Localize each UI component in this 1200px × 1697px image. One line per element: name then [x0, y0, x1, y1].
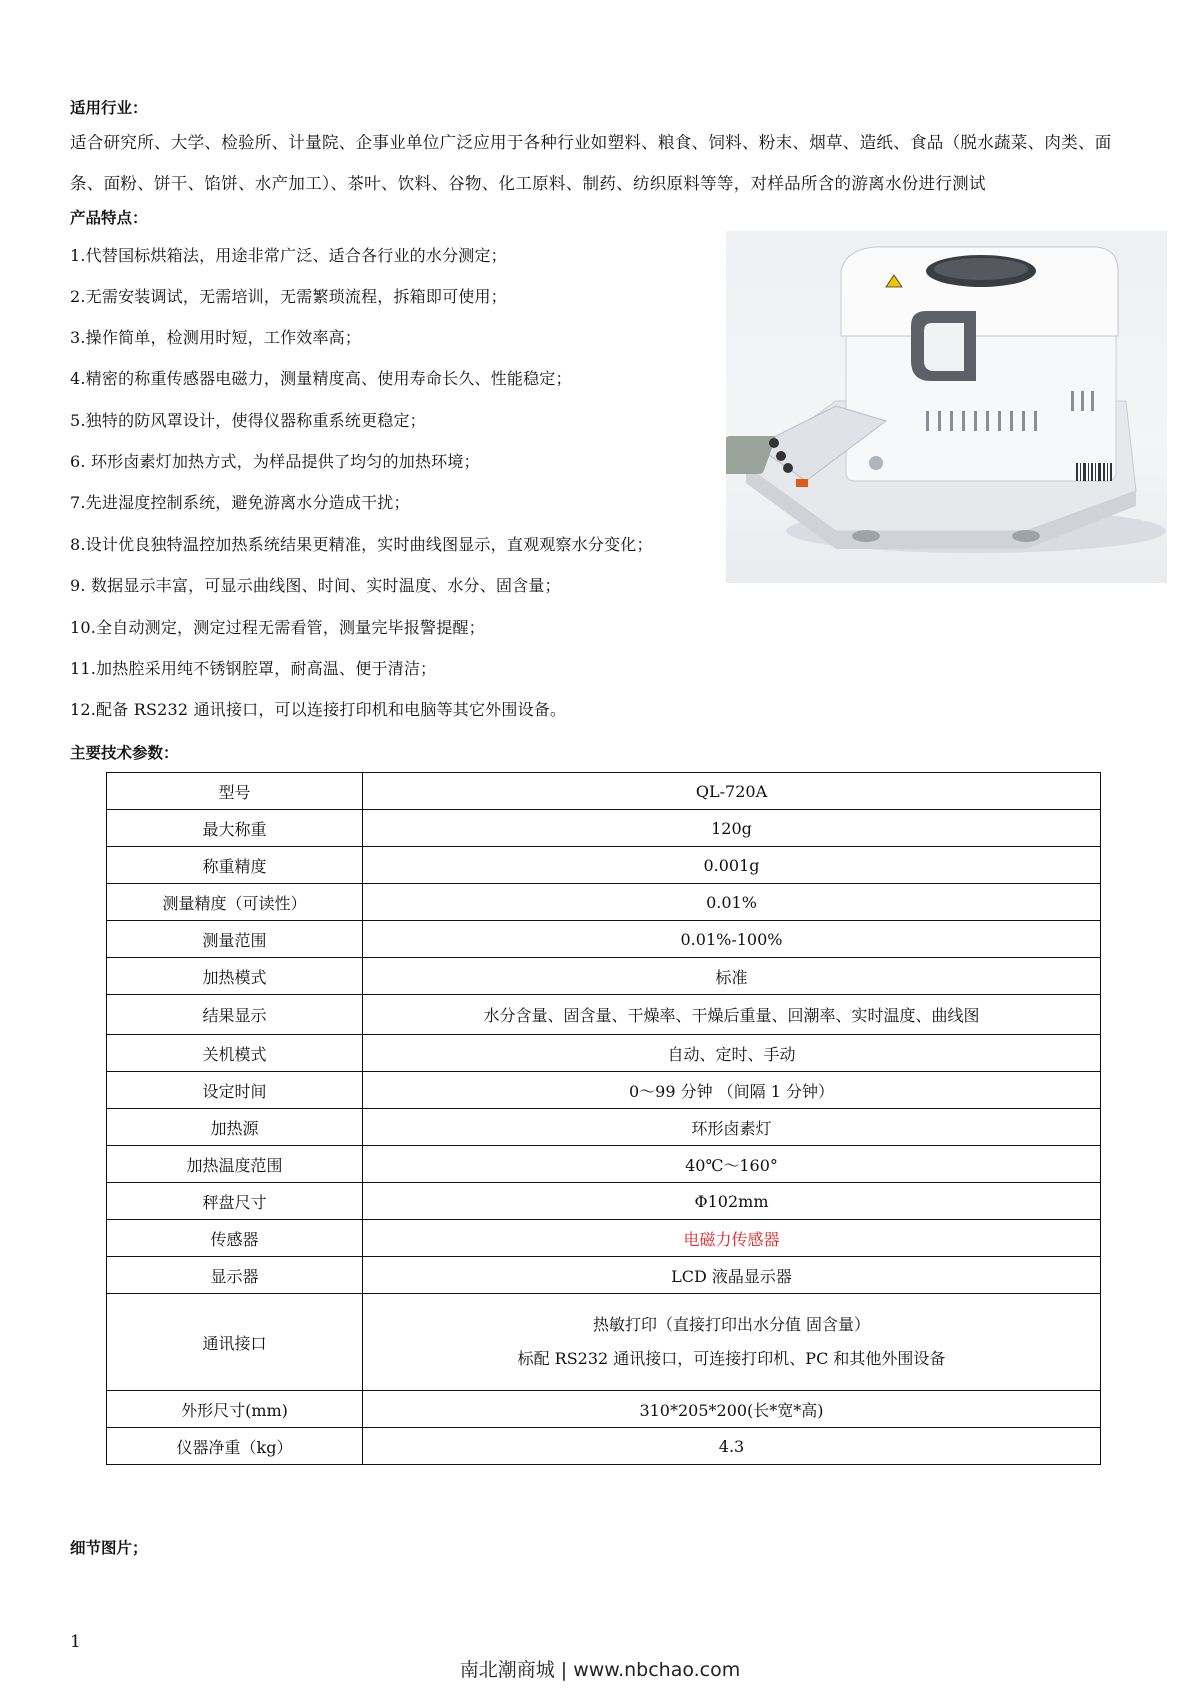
spec-value: 4.3 [363, 1428, 1101, 1465]
spec-label: 加热温度范围 [107, 1146, 363, 1183]
spec-value: 0～99 分钟 （间隔 1 分钟） [363, 1072, 1101, 1109]
table-row [107, 1183, 1101, 1220]
spec-value: 水分含量、固含量、干燥率、干燥后重量、回潮率、实时温度、曲线图 [363, 995, 1101, 1035]
spec-value-multiline [363, 1294, 1101, 1391]
spec-label: 传感器 [107, 1220, 363, 1257]
spec-value: 120g [363, 810, 1101, 847]
feature-item: 10.全自动测定，测定过程无需看管，测量完毕报警提醒； [70, 618, 485, 637]
spec-label: 型号 [107, 773, 363, 810]
spec-label: 结果显示 [107, 995, 363, 1035]
table-row [107, 1146, 1101, 1183]
features-heading: 产品特点： [70, 209, 148, 227]
spec-label: 外形尺寸(mm) [107, 1391, 363, 1428]
table-row [107, 958, 1101, 995]
site-footer: 南北潮商城 | www.nbchao.com [459, 1659, 741, 1681]
table-row [107, 995, 1101, 1035]
specs-heading: 主要技术参数： [70, 744, 179, 762]
spec-label: 通讯接口 [107, 1294, 363, 1391]
spec-value-line: 标配 RS232 通讯接口，可连接打印机、PC 和其他外围设备 [517, 1349, 946, 1368]
spec-value: 40℃～160° [363, 1146, 1101, 1183]
spec-value: Φ102mm [363, 1183, 1101, 1220]
spec-value: QL-720A [363, 773, 1101, 810]
spec-label: 设定时间 [107, 1072, 363, 1109]
spec-value: 自动、定时、手动 [363, 1035, 1101, 1072]
feature-item: 6. 环形卤素灯加热方式，为样品提供了均匀的加热环境； [70, 452, 480, 471]
spec-value-highlight: 电磁力传感器 [363, 1220, 1101, 1257]
page-number: 1 [70, 1632, 81, 1652]
feature-item: 5.独特的防风罩设计，使得仪器称重系统更稳定； [70, 411, 426, 430]
industries-heading: 适用行业： [70, 99, 148, 117]
spec-label: 显示器 [107, 1257, 363, 1294]
table-row [107, 921, 1101, 958]
spec-label: 最大称重 [107, 810, 363, 847]
spec-value-line: 热敏打印（直接打印出水分值 固含量） [592, 1315, 871, 1334]
spec-value: 310*205*200(长*宽*高) [363, 1391, 1101, 1428]
table-row [107, 847, 1101, 884]
table-row [107, 1257, 1101, 1294]
feature-item: 1.代替国标烘箱法，用途非常广泛、适合各行业的水分测定； [70, 246, 507, 265]
feature-item: 9. 数据显示丰富，可显示曲线图、时间、实时温度、水分、固含量； [70, 576, 561, 595]
feature-item: 8.设计优良独特温控加热系统结果更精准，实时曲线图显示，直观观察水分变化； [70, 535, 653, 554]
table-row [107, 1391, 1101, 1428]
spec-label: 仪器净重（kg） [107, 1428, 363, 1465]
feature-item: 7.先进湿度控制系统，避免游离水分造成干扰； [70, 493, 410, 512]
table-row [107, 1428, 1101, 1465]
industries-text: 适合研究所、大学、检验所、计量院、企事业单位广泛应用于各种行业如塑料、粮食、饲料、粉末、烟草、造纸、食品（脱水蔬菜、肉类、面条、面粉、饼干、馅饼、水产加工）、茶叶、饮料、谷物、化工原料、制药、纺织原料等等，对样品所含的游离水份进行测试 [70, 133, 1112, 193]
spec-label: 关机模式 [107, 1035, 363, 1072]
spec-value: 0.01%-100% [363, 921, 1101, 958]
table-row [107, 810, 1101, 847]
spec-label: 称重精度 [107, 847, 363, 884]
spec-value: 标准 [363, 958, 1101, 995]
table-row [107, 1035, 1101, 1072]
spec-label: 秤盘尺寸 [107, 1183, 363, 1220]
table-row [107, 1220, 1101, 1257]
spec-value: 0.001g [363, 847, 1101, 884]
table-row [107, 884, 1101, 921]
details-heading: 细节图片； [70, 1539, 148, 1557]
feature-item: 2.无需安装调试，无需培训，无需繁琐流程，拆箱即可使用； [70, 287, 507, 306]
spec-value: 0.01% [363, 884, 1101, 921]
table-row [107, 1294, 1101, 1391]
feature-item: 3.操作简单，检测用时短，工作效率高； [70, 328, 362, 347]
feature-item: 12.配备 RS232 通讯接口，可以连接打印机和电脑等其它外围设备。 [70, 700, 567, 719]
table-row [107, 1072, 1101, 1109]
moisture-analyzer-image [726, 231, 1167, 583]
table-row [107, 1109, 1101, 1146]
feature-item: 4.精密的称重传感器电磁力，测量精度高、使用寿命长久、性能稳定； [70, 369, 572, 388]
spec-value: LCD 液晶显示器 [363, 1257, 1101, 1294]
spec-label: 测量精度（可读性） [107, 884, 363, 921]
feature-item: 11.加热腔采用纯不锈钢腔罩，耐高温、便于清洁； [70, 659, 437, 678]
spec-label: 加热源 [107, 1109, 363, 1146]
table-row [107, 773, 1101, 810]
spec-label: 测量范围 [107, 921, 363, 958]
spec-value: 环形卤素灯 [363, 1109, 1101, 1146]
product-photo [726, 231, 1167, 583]
spec-table [106, 772, 1101, 1465]
spec-label: 加热模式 [107, 958, 363, 995]
